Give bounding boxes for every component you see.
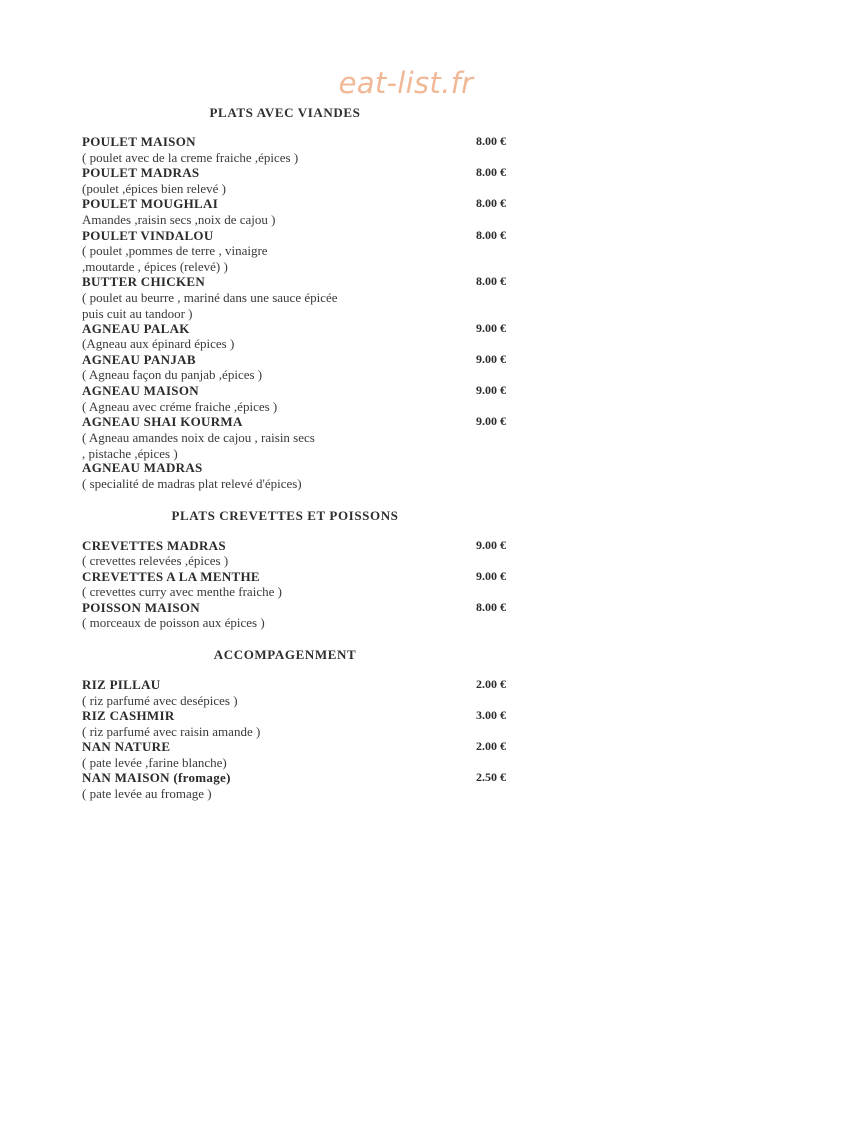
item-price: 8.00 €: [476, 134, 506, 148]
item-price: 8.00 €: [476, 165, 506, 179]
item-name: NAN NATURE: [82, 739, 171, 754]
item-description: ( morceaux de poisson aux épices ): [82, 615, 265, 630]
item-price: 9.00 €: [476, 321, 506, 335]
item-price: 2.50 €: [476, 770, 506, 784]
menu-item: [82, 352, 512, 367]
item-description: ( crevettes curry avec menthe fraiche ): [82, 584, 282, 599]
item-price: 9.00 €: [476, 414, 506, 428]
item-price: 2.00 €: [476, 739, 506, 753]
item-description: (poulet ,épices bien relevé ): [82, 181, 227, 196]
item-name: POISSON MAISON: [82, 600, 200, 615]
item-description: ( riz parfumé avec raisin amande ): [82, 724, 261, 739]
item-price: 8.00 €: [476, 196, 506, 210]
menu-item: [82, 383, 512, 398]
item-price: 9.00 €: [476, 569, 506, 583]
item-description: ( riz parfumé avec desépices ): [82, 693, 238, 708]
item-description: ( poulet au beurre , mariné dans une sauce épicée puis cuit au tandoor ): [82, 290, 338, 321]
item-price: 3.00 €: [476, 708, 506, 722]
item-name: AGNEAU MAISON: [82, 383, 199, 398]
watermark-logo: eat-list.fr: [338, 66, 474, 100]
item-name: AGNEAU PANJAB: [82, 352, 196, 367]
item-description: ( Agneau amandes noix de cajou , raisin secs , pistache ,épices ): [82, 430, 315, 461]
menu-item: [82, 538, 512, 553]
item-description: ( poulet ,pommes de terre , vinaigre ,moutarde , épices (relevé) ): [82, 243, 268, 274]
item-name: POULET MAISON: [82, 134, 196, 149]
menu-item: [82, 165, 512, 180]
item-name: AGNEAU SHAI KOURMA: [82, 414, 243, 429]
menu-item: [82, 739, 512, 754]
item-name: RIZ PILLAU: [82, 677, 161, 692]
menu-item: [82, 196, 512, 211]
menu-item: [82, 677, 512, 692]
item-description: (Agneau aux épinard épices ): [82, 336, 235, 351]
item-name: BUTTER CHICKEN: [82, 274, 206, 289]
item-price: 8.00 €: [476, 274, 506, 288]
item-name: AGNEAU PALAK: [82, 321, 190, 336]
item-price: 8.00 €: [476, 228, 506, 242]
menu-item: [82, 228, 512, 243]
menu-item: [82, 770, 512, 785]
item-price: 2.00 €: [476, 677, 506, 691]
item-name: NAN MAISON (fromage): [82, 770, 231, 785]
item-name: AGNEAU MADRAS: [82, 460, 203, 475]
item-name: POULET MOUGHLAI: [82, 196, 219, 211]
item-price: 9.00 €: [476, 383, 506, 397]
menu-item: [82, 321, 512, 336]
item-name: CREVETTES A LA MENTHE: [82, 569, 260, 584]
menu-item: [82, 600, 512, 615]
item-description: ( pate levée ,farine blanche): [82, 755, 227, 770]
menu-item: [82, 460, 512, 475]
section-title-viandes: PLATS AVEC VIANDES: [209, 105, 361, 120]
menu-item: [82, 414, 512, 429]
section-title-crevettes-poissons: PLATS CREVETTES ET POISSONS: [171, 508, 399, 523]
item-description: ( specialité de madras plat relevé d'épices): [82, 476, 302, 491]
item-description: ( Agneau avec créme fraiche ,épices ): [82, 399, 278, 414]
item-name: POULET VINDALOU: [82, 228, 214, 243]
menu-item: [82, 569, 512, 584]
item-description: Amandes ,raisin secs ,noix de cajou ): [82, 212, 276, 227]
item-name: RIZ CASHMIR: [82, 708, 175, 723]
item-description: ( Agneau façon du panjab ,épices ): [82, 367, 263, 382]
item-name: CREVETTES MADRAS: [82, 538, 226, 553]
menu-item: [82, 708, 512, 723]
menu-item: [82, 134, 512, 149]
item-price: 9.00 €: [476, 538, 506, 552]
item-price: 8.00 €: [476, 600, 506, 614]
menu-item: [82, 274, 512, 289]
item-price: 9.00 €: [476, 352, 506, 366]
item-description: ( pate levée au fromage ): [82, 786, 212, 801]
section-title-accompagnement: ACCOMPAGENMENT: [213, 647, 357, 662]
item-name: POULET MADRAS: [82, 165, 200, 180]
item-description: ( crevettes relevées ,épices ): [82, 553, 229, 568]
item-description: ( poulet avec de la creme fraiche ,épices ): [82, 150, 299, 165]
